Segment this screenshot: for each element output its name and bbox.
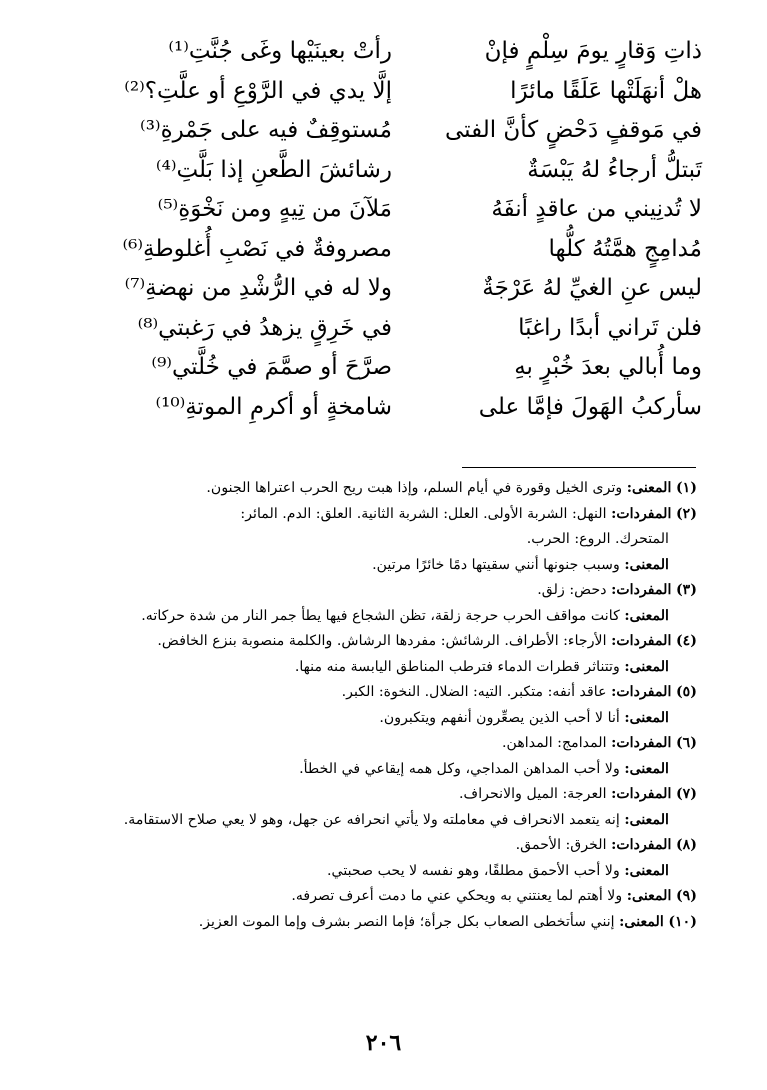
footnote-line (57, 527, 697, 553)
footnote-line (57, 629, 697, 655)
verse (62, 348, 702, 388)
footnote-line (57, 706, 697, 732)
footnote-label: المفردات: (611, 786, 672, 802)
footnote-number: (٦) (675, 735, 697, 751)
footnote-number: (٩) (675, 888, 697, 904)
footnote-label: المعنى: (624, 607, 669, 624)
footnote-text: الخرق: الأحمق. (515, 837, 607, 853)
footnote-text: وترى الخيل وقورة في أيام السلم، وإذا هبت ريح الحرب اعتراها الجنون. (206, 480, 623, 496)
second-hemistich: مَلآنَ من تِيهٍ ومن نَخْوَةِ⁽⁵⁾ (157, 196, 392, 222)
poem (62, 32, 702, 427)
footnote-number: (٥) (675, 684, 697, 700)
footnote-label: المعنى: (624, 556, 669, 573)
second-hemistich: مصروفةٌ في نَصْبِ أُغلوطةِ⁽⁶⁾ (122, 235, 392, 262)
footnote-text: ولا أحب الأحمق مطلقًا، وهو نفسه لا يحب صحبتي. (327, 862, 620, 879)
second-hemistich: ولا له في الرُّشْدِ من نهضةِ⁽⁷⁾ (124, 275, 392, 301)
footnote-separator (462, 467, 696, 468)
footnote-text: دحض: زلق. (537, 582, 607, 598)
footnote-text: وتتناثر قطرات الدماء فترطب المناطق اليابسة منه منها. (294, 658, 620, 675)
footnote-text: العرجة: الميل والانحراف. (458, 786, 607, 802)
footnote-line (57, 833, 697, 859)
footnote-line (57, 476, 697, 502)
verse (62, 309, 702, 349)
footnote-text: النهل: الشربة الأولى. العلل: الشربة الثانية. العلق: الدم. المائر: (240, 505, 607, 522)
first-hemistich: لا تُدنِيني من عاقدٍ أنفَهُ (491, 196, 702, 222)
second-hemistich: رأتْ بعينَيْها وغَى جُنَّتِ⁽¹⁾ (168, 38, 392, 64)
footnote-text: أنا لا أحب الذين يصعِّرون أنفهم ويتكبرون. (379, 709, 620, 726)
footnote-line (57, 553, 697, 579)
footnote-text: عاقد أنفه: متكبر. التيه: الضلال. النخوة: الكبر. (341, 684, 607, 700)
footnote-text: ولا أحب المداهن المداجي، وكل همه إيقاعي في الخطأ. (299, 760, 620, 777)
footnote-label: المفردات: (611, 582, 672, 598)
second-hemistich: في خَرِقٍ يزهدُ في رَغبتي⁽⁸⁾ (137, 314, 392, 341)
footnote-line (57, 757, 697, 783)
first-hemistich: مُدامِجٍ همَّتُهُ كلُّها (548, 235, 702, 262)
footnote-text: كانت مواقف الحرب حرجة زلقة، تظن الشجاع فيها يطأ جمر النار من شدة حركاته. (141, 607, 620, 624)
verse (62, 32, 702, 72)
footnote-label: المعنى: (619, 913, 664, 930)
footnote-line (57, 502, 697, 528)
first-hemistich: سأركبُ الهَولَ فإمَّا على (478, 393, 702, 420)
footnote-text: الأرجاء: الأطراف. الرشائش: مفردها الرشاش. والكلمة منصوبة بنزع الخافض. (157, 633, 607, 649)
footnote-number: (٤) (675, 633, 697, 649)
footnote-number: (٨) (675, 837, 697, 853)
second-hemistich: إلَّا يدي في الرَّوْعِ أو علَّتِ؟⁽²⁾ (124, 77, 392, 104)
footnote-number: (١٠) (668, 913, 697, 930)
footnote-label: المعنى: (624, 811, 669, 828)
footnote-label: المعنى: (624, 658, 669, 675)
verse (62, 151, 702, 191)
footnote-line (57, 859, 697, 885)
second-hemistich: شامخةٍ أو أكرمِ الموتةِ⁽¹⁰⁾ (155, 393, 392, 420)
footnote-label: المعنى: (626, 480, 672, 496)
second-hemistich: مُستوقِفٌ فيه على جَمْرةِ⁽³⁾ (140, 117, 392, 143)
footnote-line (57, 578, 697, 604)
first-hemistich: هلْ أنهَلَتْها عَلَقًا مائرًا (510, 77, 702, 104)
footnote-label: المفردات: (611, 505, 672, 522)
footnote-text: وسبب جنونها أنني سقيتها دمًا خائرًا مرتين. (372, 556, 620, 573)
footnote-line (57, 782, 697, 808)
verse (62, 388, 702, 428)
first-hemistich: تَبتلُّ أرجاءُ لهُ يَبْسَةٌ (527, 156, 702, 183)
first-hemistich: ليس عنِ الغيِّ لهُ عَرْجَةٌ (482, 275, 702, 301)
verse (62, 269, 702, 309)
verse (62, 230, 702, 270)
footnote-line (57, 910, 697, 936)
second-hemistich: رشائشَ الطَّعنِ إذا بَلَّتِ⁽⁴⁾ (155, 156, 392, 183)
footnote-line (57, 680, 697, 706)
first-hemistich: فلن تَراني أبدًا راغبًا (518, 314, 702, 341)
footnote-label: المعنى: (624, 862, 669, 879)
footnote-line (57, 884, 697, 910)
footnote-label: المفردات: (611, 735, 672, 751)
footnote-line (57, 604, 697, 630)
footnote-number: (٣) (675, 582, 697, 598)
footnote-number: (١) (675, 480, 697, 496)
footnote-label: المعنى: (624, 709, 669, 726)
footnote-label: المفردات: (611, 684, 672, 700)
first-hemistich: وما أُبالي بعدَ خُبْرٍ بهِ (514, 354, 702, 380)
footnote-text: المدامج: المداهن. (502, 735, 607, 751)
verse (62, 111, 702, 151)
page-number: ٢٠٦ (365, 1030, 402, 1056)
first-hemistich: ذاتِ وَقارٍ يومَ سِلْمٍ فإنْ (484, 38, 702, 64)
footnote-text: ولا أهتم لما يعنتني به ويحكي عني ما دمت أعرف تصرفه. (291, 888, 623, 904)
footnote-text: المتحرك. الروع: الحرب. (526, 531, 669, 547)
verse (62, 72, 702, 112)
footnote-number: (٧) (675, 786, 697, 802)
footnotes (57, 476, 697, 935)
footnote-line (57, 655, 697, 681)
footnote-label: المعنى: (624, 760, 669, 777)
footnote-line (57, 808, 697, 834)
footnote-label: المعنى: (626, 888, 672, 904)
verse (62, 190, 702, 230)
footnote-text: إنه يتعمد الانحراف في معاملته ولا يأتي انحرافه عن جهل، وهو لا يعي صلاح الاستقامة. (123, 811, 620, 828)
first-hemistich: في مَوقفٍ دَحْضٍ كأنَّ الفتى (444, 117, 702, 143)
footnote-number: (٢) (675, 505, 697, 522)
footnote-text: إنني سأتخطى الصعاب بكل جرأة؛ فإما النصر بشرف وإما الموت العزيز. (198, 913, 615, 930)
footnote-label: المفردات: (611, 837, 672, 853)
footnote-label: المفردات: (611, 633, 672, 649)
second-hemistich: صرَّحَ أو صمَّمَ في خُلَّتي⁽⁹⁾ (151, 354, 392, 380)
footnote-line (57, 731, 697, 757)
